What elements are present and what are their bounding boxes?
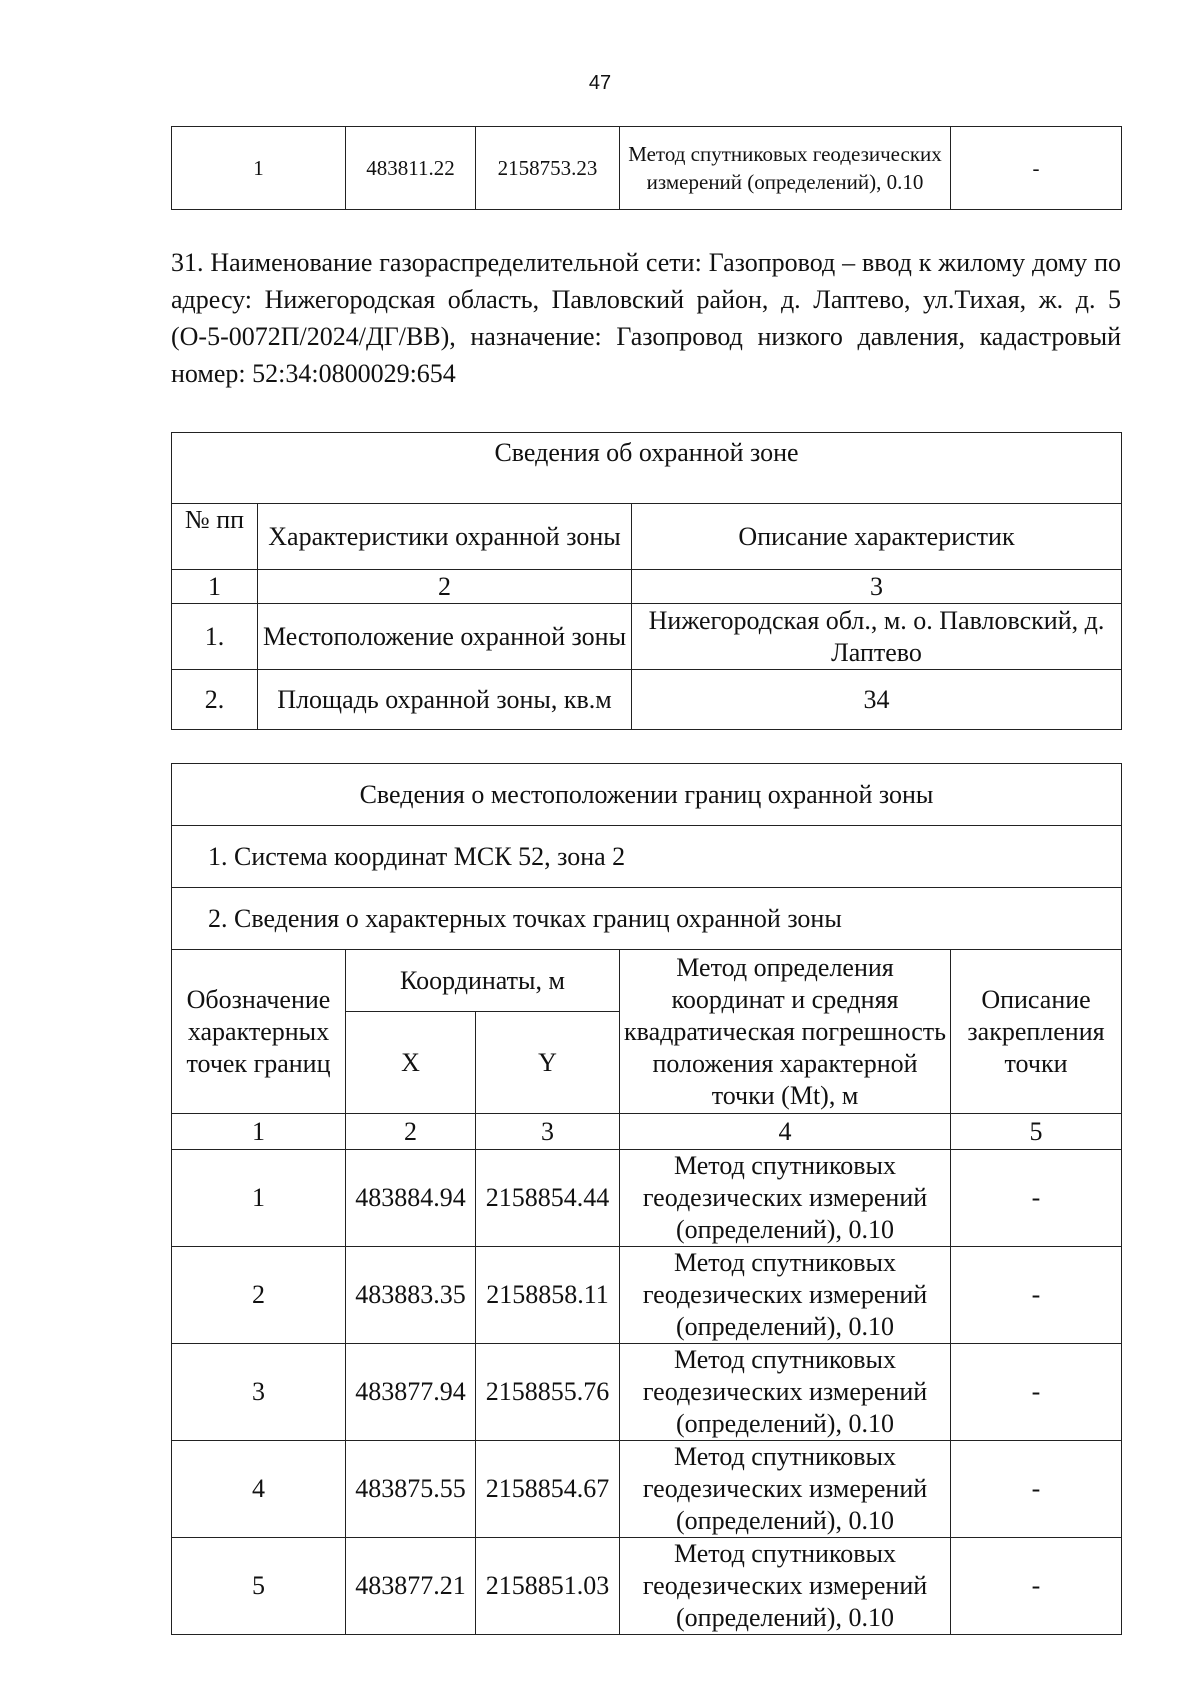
method: Метод спутниковых геодезических измерений (определений), 0.10: [620, 1441, 951, 1538]
table-row: [172, 1538, 1122, 1635]
header-fixing: Описание закрепления точки: [951, 950, 1122, 1114]
header-point: Обозначение характерных точек границ: [172, 950, 346, 1114]
point-number: 5: [172, 1538, 346, 1635]
table-row: [172, 1441, 1122, 1538]
coord-y: 2158854.44: [476, 1150, 620, 1247]
coord-x: 483883.35: [346, 1247, 476, 1344]
point-number: 2: [172, 1247, 346, 1344]
coord-x: 483875.55: [346, 1441, 476, 1538]
index-cell: 4: [620, 1114, 951, 1150]
header-x: X: [346, 1012, 476, 1114]
table-row: [172, 127, 1122, 210]
table-row: [172, 670, 1122, 730]
method: Метод спутниковых геодезических измерений (определений), 0.10: [620, 1150, 951, 1247]
protection-zone-table: [171, 432, 1122, 730]
index-cell: 5: [951, 1114, 1122, 1150]
points-title: 2. Сведения о характерных точках границ охранной зоны: [172, 888, 1122, 950]
index-cell: 3: [476, 1114, 620, 1150]
bounds-title: Сведения о местоположении границ охранной зоны: [172, 764, 1122, 826]
index-cell: 1: [172, 570, 258, 604]
fixing-description: -: [951, 1150, 1122, 1247]
characteristic-value: Нижегородская обл., м. о. Павловский, д. Лаптево: [632, 604, 1122, 670]
network-description: 31. Наименование газораспределительной сети: Газопровод – ввод к жилому дому по адресу: Нижегородская область, Павловский район, д. Лаптево, ул.Тихая, ж. д. 5 (О-5-0072П/2024/ДГ/ВВ), назначение: Газопровод низкого давления, кадастровый номер: 52:34:0800029:654: [171, 248, 1121, 388]
characteristic: Площадь охранной зоны, кв.м: [258, 670, 632, 730]
header-method: Метод определения координат и средняя квадратическая погрешность положения характерной точки (Mt), м: [620, 950, 951, 1114]
fixing-description: -: [951, 1344, 1122, 1441]
table-row: [172, 1344, 1122, 1441]
fixing-description: -: [951, 1441, 1122, 1538]
table-row: [172, 1247, 1122, 1344]
coord-y: 2158854.67: [476, 1441, 620, 1538]
header-characteristics: Характеристики охранной зоны: [258, 504, 632, 570]
coord-x: 483811.22: [346, 127, 476, 210]
fixing-description: -: [951, 1538, 1122, 1635]
method: Метод спутниковых геодезических измерений (определений), 0.10: [620, 1344, 951, 1441]
previous-coordinates-table: [171, 126, 1122, 210]
page-number: 47: [588, 72, 612, 94]
index-cell: 1: [172, 1114, 346, 1150]
zone-title: Сведения об охранной зоне: [172, 433, 1122, 504]
point-number: 1: [172, 127, 346, 210]
header-y: Y: [476, 1012, 620, 1114]
coord-x: 483877.21: [346, 1538, 476, 1635]
coord-x: 483884.94: [346, 1150, 476, 1247]
method: Метод спутниковых геодезических измерений (определений), 0.10: [620, 1247, 951, 1344]
method: Метод спутниковых геодезических измерений (определений), 0.10: [620, 127, 951, 210]
coord-x: 483877.94: [346, 1344, 476, 1441]
header-description: Описание характеристик: [632, 504, 1122, 570]
point-number: 3: [172, 1344, 346, 1441]
method: Метод спутниковых геодезических измерений (определений), 0.10: [620, 1538, 951, 1635]
row-number: 2.: [172, 670, 258, 730]
header-number: № пп: [172, 504, 258, 570]
point-number: 4: [172, 1441, 346, 1538]
fixing-description: -: [951, 1247, 1122, 1344]
row-number: 1.: [172, 604, 258, 670]
index-cell: 3: [632, 570, 1122, 604]
header-coordinates: Координаты, м: [346, 950, 620, 1012]
table-row: [172, 1150, 1122, 1247]
fixing-description: -: [951, 127, 1122, 210]
coord-y: 2158753.23: [476, 127, 620, 210]
point-number: 1: [172, 1150, 346, 1247]
index-cell: 2: [346, 1114, 476, 1150]
coord-y: 2158858.11: [476, 1247, 620, 1344]
coord-y: 2158855.76: [476, 1344, 620, 1441]
coord-y: 2158851.03: [476, 1538, 620, 1635]
boundary-points-table: [171, 763, 1122, 1635]
coordinate-system: 1. Система координат МСК 52, зона 2: [172, 826, 1122, 888]
index-cell: 2: [258, 570, 632, 604]
table-row: [172, 604, 1122, 670]
characteristic-value: 34: [632, 670, 1122, 730]
characteristic: Местоположение охранной зоны: [258, 604, 632, 670]
